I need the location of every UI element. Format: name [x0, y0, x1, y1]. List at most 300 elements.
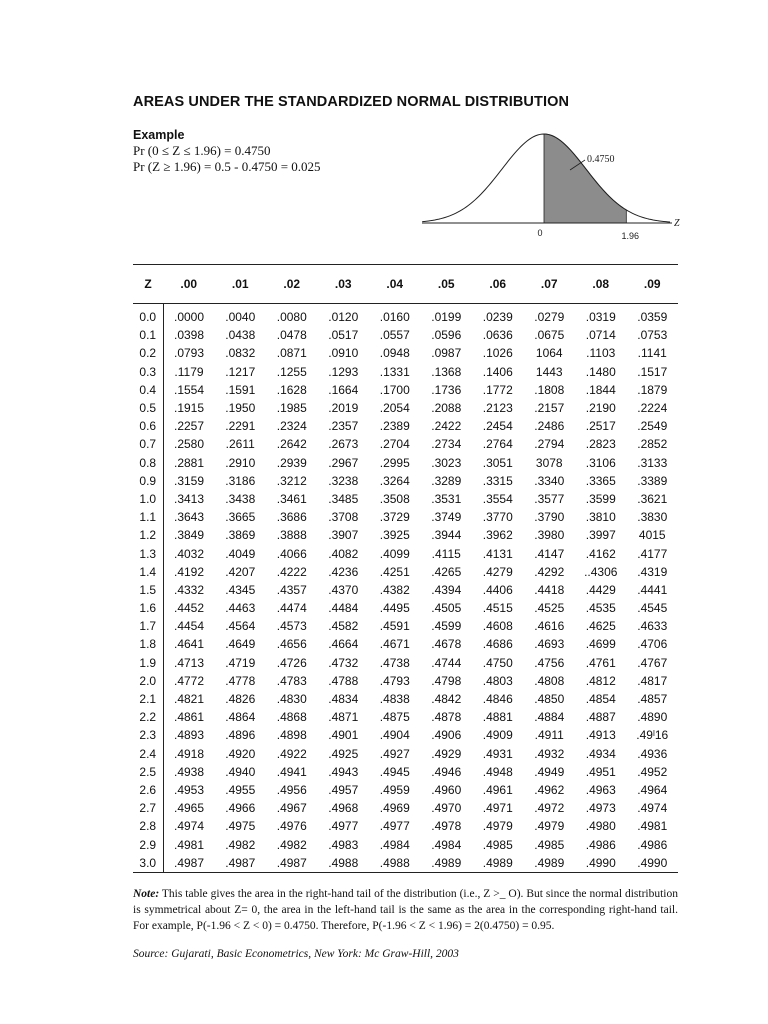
z-value-cell: 0.5 [133, 399, 163, 417]
area-value-cell: .3944 [431, 528, 462, 543]
tick-z: 1.96 [621, 231, 640, 241]
area-value-cell: .4904 [379, 728, 410, 743]
area-value-cell: .0478 [276, 328, 307, 343]
column-header: .02 [266, 265, 318, 304]
column-header: .09 [627, 265, 679, 304]
area-value-cell: .1554 [173, 382, 205, 397]
area-value-cell: .4207 [225, 564, 256, 579]
area-value-cell: .3925 [379, 528, 410, 543]
area-value-cell: .1808 [534, 382, 565, 397]
area-value-cell: .4664 [328, 637, 359, 652]
area-value-cell: .3023 [431, 455, 462, 470]
area-value-cell: .1368 [431, 364, 462, 379]
column-header: .07 [524, 265, 576, 304]
area-value-cell: .4454 [173, 619, 205, 634]
area-value-cell: .2852 [637, 437, 668, 452]
area-value-cell: .4990 [575, 854, 627, 873]
area-value-cell: .4990 [627, 854, 679, 873]
area-value-cell: .2019 [328, 401, 359, 416]
area-value-cell: .4980 [585, 819, 616, 834]
column-header: .06 [472, 265, 524, 304]
area-value-cell: .3830 [637, 510, 668, 525]
area-value-cell: .4972 [534, 801, 565, 816]
table-row [133, 454, 678, 472]
area-value-cell: .4956 [276, 782, 307, 797]
area-value-cell: .4222 [276, 564, 307, 579]
note-label: Note: [133, 888, 160, 900]
area-value-cell: .4441 [637, 582, 668, 597]
table-row [133, 690, 678, 708]
area-value-cell: .2088 [431, 401, 462, 416]
area-value-cell: .4887 [585, 710, 616, 725]
z-value-cell: 2.3 [133, 726, 163, 744]
area-value-cell: .3186 [225, 473, 256, 488]
area-value-cell: .4987 [163, 854, 215, 873]
area-value-cell: .0596 [431, 328, 462, 343]
area-value-cell: .4591 [379, 619, 410, 634]
area-value-cell: .4767 [637, 655, 668, 670]
area-value-cell: .3708 [328, 510, 359, 525]
area-value-cell: .2704 [379, 437, 410, 452]
area-value-cell: .4977 [379, 819, 410, 834]
area-value-cell: .4984 [379, 837, 410, 852]
area-value-cell: .4236 [328, 564, 359, 579]
area-value-cell: .2324 [276, 419, 307, 434]
area-value-cell: .1026 [482, 346, 513, 361]
area-value-cell: .3749 [431, 510, 462, 525]
table-row [133, 526, 678, 544]
area-value-cell: 1064 [535, 346, 563, 361]
area-value-cell: .4842 [431, 692, 462, 707]
z-value-cell: 2.5 [133, 763, 163, 781]
area-value-cell: .4332 [173, 582, 205, 597]
area-value-cell: .3365 [585, 473, 616, 488]
area-value-cell: .4032 [173, 546, 205, 561]
area-value-cell: .4943 [328, 764, 359, 779]
area-value-cell: .2422 [431, 419, 462, 434]
table-row [133, 854, 678, 873]
column-header: .08 [575, 265, 627, 304]
table-row [133, 799, 678, 817]
area-value-cell: .4981 [173, 837, 205, 852]
area-value-cell: .4936 [637, 746, 668, 761]
area-value-cell: .4066 [276, 546, 307, 561]
area-value-cell: .3869 [225, 528, 256, 543]
area-value-cell: .1700 [379, 382, 410, 397]
area-value-cell: .0714 [585, 328, 616, 343]
area-value-cell: .4633 [637, 619, 668, 634]
z-table [133, 264, 678, 873]
area-value-cell: .2291 [225, 419, 256, 434]
area-value-cell: .4429 [585, 582, 616, 597]
table-row [133, 399, 678, 417]
normal-curve-svg [420, 122, 690, 247]
area-value-cell: .1480 [585, 364, 616, 379]
area-value-cell: .4969 [379, 801, 410, 816]
area-value-cell: .4952 [637, 764, 668, 779]
area-value-cell: .0040 [225, 310, 256, 325]
area-value-cell: .3729 [379, 510, 410, 525]
area-value-cell: .0160 [379, 310, 410, 325]
z-value-cell: 0.9 [133, 472, 163, 490]
area-value-cell: 4015 [638, 528, 666, 543]
area-value-cell: ..4306 [584, 564, 618, 579]
area-value-cell: .4953 [173, 782, 205, 797]
area-value-cell: .0080 [276, 310, 307, 325]
z-value-cell: 0.6 [133, 417, 163, 435]
area-value-cell: .0948 [379, 346, 410, 361]
area-value-cell: .0239 [482, 310, 513, 325]
area-value-cell: .2517 [585, 419, 616, 434]
note-paragraph [133, 886, 678, 934]
area-value-cell: .4738 [379, 655, 410, 670]
area-value-cell: .4838 [379, 692, 410, 707]
area-value-cell: .4463 [225, 601, 256, 616]
area-value-cell: .2910 [225, 455, 256, 470]
z-value-cell: 1.0 [133, 490, 163, 508]
column-header: .04 [369, 265, 421, 304]
area-value-cell: .4699 [585, 637, 616, 652]
example-block [133, 127, 321, 175]
area-value-cell: .3106 [585, 455, 616, 470]
area-value-cell: .4177 [637, 546, 668, 561]
area-value-cell: .3485 [328, 491, 359, 506]
table-row [133, 672, 678, 690]
area-value-cell: .4896 [225, 728, 256, 743]
z-value-cell: 0.0 [133, 304, 163, 327]
area-value-cell: 3078 [535, 455, 563, 470]
area-value-cell: .4719 [225, 655, 256, 670]
area-value-cell: .4821 [173, 692, 205, 707]
table-row [133, 563, 678, 581]
area-value-cell: .4971 [482, 801, 513, 816]
area-value-cell: .4515 [482, 601, 513, 616]
area-value-cell: .3810 [585, 510, 616, 525]
area-value-cell: .4573 [276, 619, 307, 634]
column-header: .05 [421, 265, 473, 304]
area-value-cell: .0120 [328, 310, 359, 325]
table-row [133, 326, 678, 344]
area-label: 0.4750 [587, 154, 615, 165]
area-value-cell: .0753 [637, 328, 668, 343]
area-value-cell: .4931 [482, 746, 513, 761]
area-value-cell: .3643 [173, 510, 205, 525]
area-value-cell: .4978 [431, 819, 462, 834]
area-value-cell: .3315 [482, 473, 513, 488]
table-row [133, 472, 678, 490]
table-row [133, 708, 678, 726]
area-value-cell: .4975 [225, 819, 256, 834]
area-value-cell: .4864 [225, 710, 256, 725]
area-value-cell: .4974 [173, 819, 205, 834]
area-value-cell: .4976 [276, 819, 307, 834]
shaded-area [544, 134, 626, 223]
page-title: AREAS UNDER THE STANDARDIZED NORMAL DISTRIBUTION [133, 94, 570, 110]
area-value-cell: .4678 [431, 637, 462, 652]
z-value-cell: 1.9 [133, 654, 163, 672]
area-value-cell: .4505 [431, 601, 462, 616]
area-value-cell: .4986 [637, 837, 668, 852]
area-value-cell: .4982 [276, 837, 307, 852]
z-value-cell: 2.6 [133, 781, 163, 799]
area-value-cell: .4082 [328, 546, 359, 561]
area-value-cell: .4988 [369, 854, 421, 873]
area-value-cell: .2673 [328, 437, 359, 452]
table-body [133, 304, 678, 873]
area-value-cell: .4957 [328, 782, 359, 797]
area-value-cell: .4977 [328, 819, 359, 834]
table-row [133, 726, 678, 744]
area-value-cell: .3133 [637, 455, 668, 470]
area-value-cell: .1950 [225, 401, 256, 416]
area-value-cell: .4616 [534, 619, 565, 634]
area-value-cell: .1406 [482, 364, 513, 379]
tick-zero: 0 [537, 228, 543, 238]
area-value-cell: .4973 [585, 801, 616, 816]
area-value-cell: .4732 [328, 655, 359, 670]
table-row [133, 763, 678, 781]
area-value-cell: .3389 [637, 473, 668, 488]
area-value-cell: .4951 [585, 764, 616, 779]
column-header: .00 [163, 265, 215, 304]
area-value-cell: .4761 [585, 655, 616, 670]
area-value-cell: .4599 [431, 619, 462, 634]
area-value-cell: .1985 [276, 401, 307, 416]
area-value-cell: .0910 [328, 346, 359, 361]
area-value-cell: .2389 [379, 419, 410, 434]
area-value-cell: .4131 [482, 546, 513, 561]
area-value-cell: .4934 [585, 746, 616, 761]
table-row [133, 417, 678, 435]
area-value-cell: .4960 [431, 782, 462, 797]
area-value-cell: .4608 [482, 619, 513, 634]
area-value-cell: .4974 [637, 801, 668, 816]
area-value-cell: .3461 [276, 491, 307, 506]
area-value-cell: .2995 [379, 455, 410, 470]
area-value-cell: .4932 [534, 746, 565, 761]
area-value-cell: .2157 [534, 401, 565, 416]
column-header: .03 [318, 265, 370, 304]
z-value-cell: 1.3 [133, 544, 163, 562]
z-value-cell: 1.2 [133, 526, 163, 544]
area-value-cell: .1103 [586, 346, 616, 361]
area-value-cell: .3438 [225, 491, 256, 506]
area-value-cell: .4959 [379, 782, 410, 797]
area-value-cell: .4783 [276, 673, 307, 688]
z-column-header: Z [133, 265, 163, 304]
area-value-cell: .4968 [328, 801, 359, 816]
table-row [133, 781, 678, 799]
area-value-cell: .1293 [328, 364, 359, 379]
z-value-cell: 0.3 [133, 363, 163, 381]
area-value-cell: .4989 [524, 854, 576, 873]
area-value-cell: .4988 [318, 854, 370, 873]
area-value-cell: .4535 [585, 601, 616, 616]
area-value-cell: .3770 [482, 510, 513, 525]
area-value-cell: .4115 [431, 546, 461, 561]
area-value-cell: .4192 [173, 564, 205, 579]
area-value-cell: .4693 [534, 637, 565, 652]
area-value-cell: .4918 [173, 746, 205, 761]
table-row [133, 304, 678, 327]
area-value-cell: .3051 [482, 455, 513, 470]
area-value-cell: .3621 [637, 491, 668, 506]
area-value-cell: .4394 [431, 582, 462, 597]
area-value-cell: .2190 [585, 401, 616, 416]
area-value-cell: .1179 [174, 364, 204, 379]
area-value-cell: .4989 [472, 854, 524, 873]
area-value-cell: .4964 [637, 782, 668, 797]
z-value-cell: 3.0 [133, 854, 163, 873]
area-value-cell: .1217 [225, 364, 256, 379]
area-value-cell: .3238 [328, 473, 359, 488]
z-value-cell: 1.6 [133, 599, 163, 617]
area-value-cell: .4850 [534, 692, 565, 707]
area-value-cell: .2123 [482, 401, 513, 416]
area-value-cell: .0517 [328, 328, 359, 343]
area-value-cell: .2454 [482, 419, 513, 434]
area-value-cell: .4251 [379, 564, 410, 579]
z-value-cell: 2.7 [133, 799, 163, 817]
area-value-cell: .4750 [482, 655, 513, 670]
area-value-cell: .4564 [225, 619, 256, 634]
area-value-cell: .2967 [328, 455, 359, 470]
area-value-cell: .4857 [637, 692, 668, 707]
area-value-cell: .4948 [482, 764, 513, 779]
area-value-cell: .4846 [482, 692, 513, 707]
area-value-cell: .4922 [276, 746, 307, 761]
table-row [133, 617, 678, 635]
area-value-cell: .4582 [328, 619, 359, 634]
area-value-cell: .4989 [421, 854, 473, 873]
area-value-cell: .4656 [276, 637, 307, 652]
area-value-cell: .0199 [431, 310, 462, 325]
area-value-cell: .3212 [276, 473, 307, 488]
area-value-cell: .4817 [637, 673, 668, 688]
z-value-cell: 2.2 [133, 708, 163, 726]
area-value-cell: .4906 [431, 728, 462, 743]
area-value-cell: .3264 [379, 473, 410, 488]
area-value-cell: .4970 [431, 801, 462, 816]
area-value-cell: .4986 [585, 837, 616, 852]
area-value-cell: .4890 [637, 710, 668, 725]
area-value-cell: .4955 [225, 782, 256, 797]
area-value-cell: .4962 [534, 782, 565, 797]
area-value-cell: .0359 [637, 310, 668, 325]
area-value-cell: .4545 [637, 601, 668, 616]
area-value-cell: .3531 [431, 491, 462, 506]
area-value-cell: .4982 [225, 837, 256, 852]
example-heading: Example [133, 128, 185, 142]
area-value-cell: .3599 [585, 491, 616, 506]
example-line-1: Pr (0 ≤ Z ≤ 1.96) = 0.4750 [133, 143, 271, 158]
area-value-cell: .1844 [585, 382, 616, 397]
area-value-cell: .4946 [431, 764, 462, 779]
table-row [133, 435, 678, 453]
area-value-cell: .4778 [225, 673, 256, 688]
area-value-cell: .4834 [328, 692, 359, 707]
area-value-cell: .4370 [328, 582, 359, 597]
table-row [133, 581, 678, 599]
area-value-cell: .1255 [276, 364, 307, 379]
area-value-cell: .4756 [534, 655, 565, 670]
area-value-cell: .4319 [637, 564, 668, 579]
area-value-cell: .0636 [482, 328, 513, 343]
area-value-cell: .4826 [225, 692, 256, 707]
area-value-cell: .0438 [225, 328, 256, 343]
z-value-cell: 1.1 [133, 508, 163, 526]
area-value-cell: .4706 [637, 637, 668, 652]
table-row [133, 599, 678, 617]
area-value-cell: .0557 [379, 328, 410, 343]
area-value-cell: .4985 [534, 837, 565, 852]
area-value-cell: .3686 [276, 510, 307, 525]
area-value-cell: .1772 [482, 382, 513, 397]
area-value-cell: .2224 [637, 401, 668, 416]
area-value-cell: .2794 [534, 437, 565, 452]
area-value-cell: .4099 [379, 546, 410, 561]
area-value-cell: .4940 [225, 764, 256, 779]
area-value-cell: .2881 [173, 455, 205, 470]
z-value-cell: 2.8 [133, 817, 163, 835]
area-value-cell: .4893 [173, 728, 205, 743]
area-value-cell: .4979 [534, 819, 565, 834]
area-value-cell: .1664 [328, 382, 359, 397]
area-value-cell: .4649 [225, 637, 256, 652]
area-value-cell: .4830 [276, 692, 307, 707]
area-value-cell: .2549 [637, 419, 668, 434]
area-value-cell: .1879 [637, 382, 668, 397]
area-value-cell: .0675 [534, 328, 565, 343]
table-row [133, 745, 678, 763]
area-value-cell: .4406 [482, 582, 513, 597]
area-value-cell: .4744 [431, 655, 462, 670]
table-row [133, 344, 678, 362]
area-value-cell: .4901 [328, 728, 359, 743]
z-value-cell: 2.9 [133, 835, 163, 853]
area-value-cell: .2257 [173, 419, 205, 434]
area-value-cell: .2357 [328, 419, 359, 434]
area-value-cell: .4967 [276, 801, 307, 816]
z-value-cell: 0.7 [133, 435, 163, 453]
table-row [133, 490, 678, 508]
area-value-cell: .4798 [431, 673, 462, 688]
z-value-cell: 2.4 [133, 745, 163, 763]
table-row [133, 654, 678, 672]
area-value-cell: .4265 [431, 564, 462, 579]
area-value-cell: .3962 [482, 528, 513, 543]
area-value-cell: .4909 [482, 728, 513, 743]
z-value-cell: 0.4 [133, 381, 163, 399]
area-value-cell: .4898 [276, 728, 307, 743]
area-value-cell: .4686 [482, 637, 513, 652]
area-value-cell: .4938 [173, 764, 205, 779]
table-row [133, 363, 678, 381]
area-value-cell: .0279 [534, 310, 565, 325]
area-value-cell: .3508 [379, 491, 410, 506]
area-value-cell: .4726 [276, 655, 307, 670]
area-value-cell: .2611 [225, 437, 255, 452]
table-row [133, 635, 678, 653]
area-value-cell: .4987 [266, 854, 318, 873]
area-value-cell: .2054 [379, 401, 410, 416]
normal-curve-figure [420, 122, 690, 247]
z-value-cell: 0.2 [133, 344, 163, 362]
area-value-cell: .3577 [534, 491, 565, 506]
table-header-row [133, 265, 678, 304]
note-text: This table gives the area in the right-hand tail of the distribution (i.e., Z >_ O). But since the normal distribution is symmetrical about Z= 0, the area in the left-hand tail is the same as the area in the corresponding right-hand tail. For example, P(-1.96 < Z < 0) = 0.4750. Therefore, P(-1.96 < Z < 1.96) = 2(0.4750) = 0.95. [133, 888, 678, 932]
area-value-cell: .4808 [534, 673, 565, 688]
